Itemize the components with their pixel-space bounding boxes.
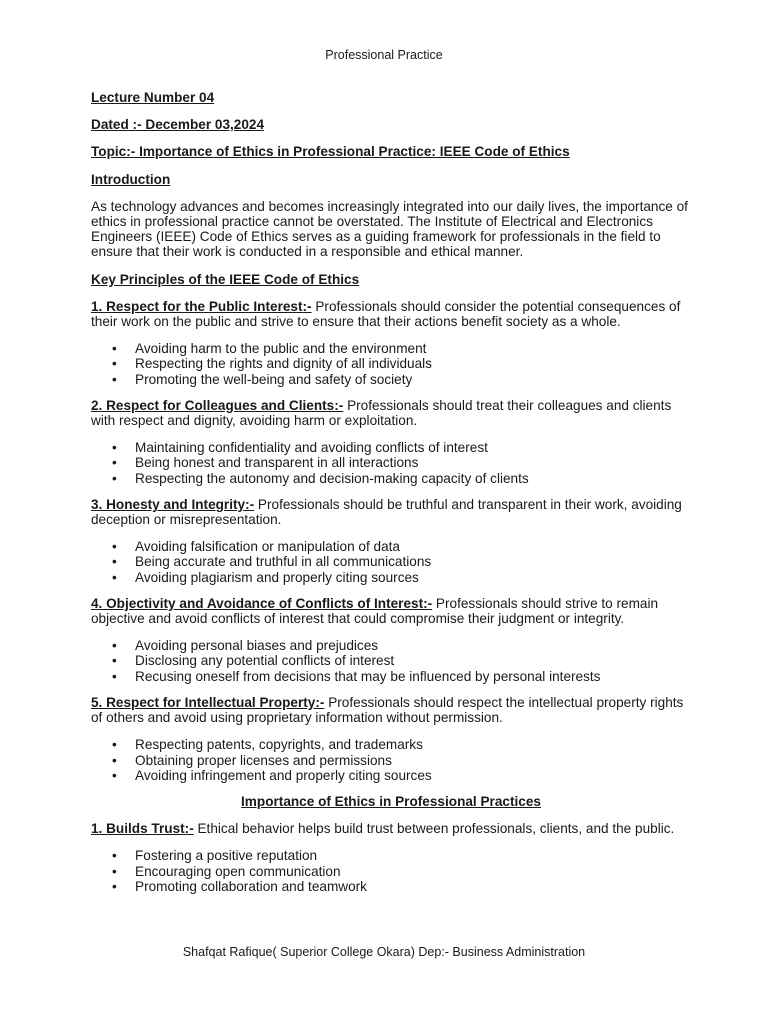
importance-paragraph (91, 821, 691, 836)
principle-section (91, 299, 691, 387)
list-item: • Recusing oneself from decisions that may be influenced by personal interests (135, 669, 691, 684)
list-item: • Disclosing any potential conflicts of interest (135, 653, 691, 668)
principle-paragraph (91, 497, 691, 527)
importance-title: 1. Builds Trust:- (91, 821, 194, 837)
list-item: • Avoiding falsification or manipulation of data (135, 539, 691, 554)
principle-section (91, 695, 691, 783)
list-item: • Being accurate and truthful in all communications (135, 554, 691, 569)
principle-title: 4. Objectivity and Avoidance of Conflicts of Interest:- (91, 595, 433, 611)
document-body (91, 90, 691, 905)
list-item: • Avoiding harm to the public and the environment (135, 341, 691, 356)
principle-text: Professionals should be truthful and transparent in their work, avoiding deception or misrepresentation. (91, 496, 682, 528)
principle-title: 3. Honesty and Integrity:- (91, 496, 255, 512)
lecture-number: Lecture Number 04 (91, 90, 215, 105)
principle-section (91, 596, 691, 684)
principle-paragraph (91, 596, 691, 626)
list-item: • Encouraging open communication (135, 864, 691, 879)
list-item: • Respecting the autonomy and decision-making capacity of clients (135, 471, 691, 486)
list-item: • Obtaining proper licenses and permissions (135, 753, 691, 768)
principle-text: Professionals should strive to remain objective and avoid conflicts of interest that could compromise their judgment or integrity. (91, 595, 659, 627)
list-item: • Avoiding plagiarism and properly citing sources (135, 570, 691, 585)
principle-title: 1. Respect for the Public Interest:- (91, 298, 312, 314)
importance-heading: Importance of Ethics in Professional Practices (241, 793, 541, 809)
list-item: • Respecting patents, copyrights, and trademarks (135, 737, 691, 752)
lecture-date: Dated :- December 03,2024 (91, 117, 265, 133)
page-footer: Shafqat Rafique( Superior College Okara) Dep:- Business Administration (182, 945, 586, 959)
principle-bullet-list (91, 341, 691, 387)
list-item: • Promoting collaboration and teamwork (135, 879, 691, 894)
list-item: • Promoting the well-being and safety of society (135, 372, 691, 387)
principle-bullet-list (91, 737, 691, 783)
list-item: • Avoiding personal biases and prejudices (135, 638, 691, 653)
importance-section (91, 821, 691, 894)
principle-text: Professionals should respect the intellectual property rights of others and avoid using proprietary information without permission. (91, 694, 684, 726)
principle-title: 5. Respect for Intellectual Property:- (91, 694, 325, 710)
principle-paragraph (91, 299, 691, 329)
intro-heading: Introduction (91, 171, 171, 187)
principles-heading: Key Principles of the IEEE Code of Ethics (91, 271, 360, 287)
principle-section (91, 497, 691, 585)
principle-bullet-list (91, 638, 691, 684)
list-item: • Respecting the rights and dignity of all individuals (135, 356, 691, 371)
principle-section (91, 398, 691, 486)
principle-bullet-list (91, 440, 691, 486)
importance-bullet-list (91, 848, 691, 894)
importance-text: Ethical behavior helps build trust between professionals, clients, and the public. (193, 821, 675, 837)
intro-paragraph: As technology advances and becomes increasingly integrated into our daily lives, the importance of ethics in professional practice cannot be overstated. The Institute of Electrical and Electronics Engineers (IEEE) Code of Ethics serves as a guiding framework for professionals in the field to ensure that their work is conducted in a responsible and ethical manner. (91, 198, 688, 260)
principle-text: Professionals should consider the potential consequences of their work on the public and strive to ensure that their actions benefit society as a whole. (91, 298, 681, 330)
list-item: • Being honest and transparent in all interactions (135, 455, 691, 470)
lecture-topic: Topic:- Importance of Ethics in Professional Practice: IEEE Code of Ethics (91, 144, 570, 160)
principle-bullet-list (91, 539, 691, 585)
principle-paragraph (91, 695, 691, 725)
page-header: Professional Practice (325, 48, 443, 62)
list-item: • Avoiding infringement and properly citing sources (135, 768, 691, 783)
principle-paragraph (91, 398, 691, 428)
list-item: • Fostering a positive reputation (135, 848, 691, 863)
principle-title: 2. Respect for Colleagues and Clients:- (91, 397, 344, 413)
list-item: • Maintaining confidentiality and avoiding conflicts of interest (135, 440, 691, 455)
principle-text: Professionals should treat their colleagues and clients with respect and dignity, avoiding harm or exploitation. (91, 397, 672, 429)
